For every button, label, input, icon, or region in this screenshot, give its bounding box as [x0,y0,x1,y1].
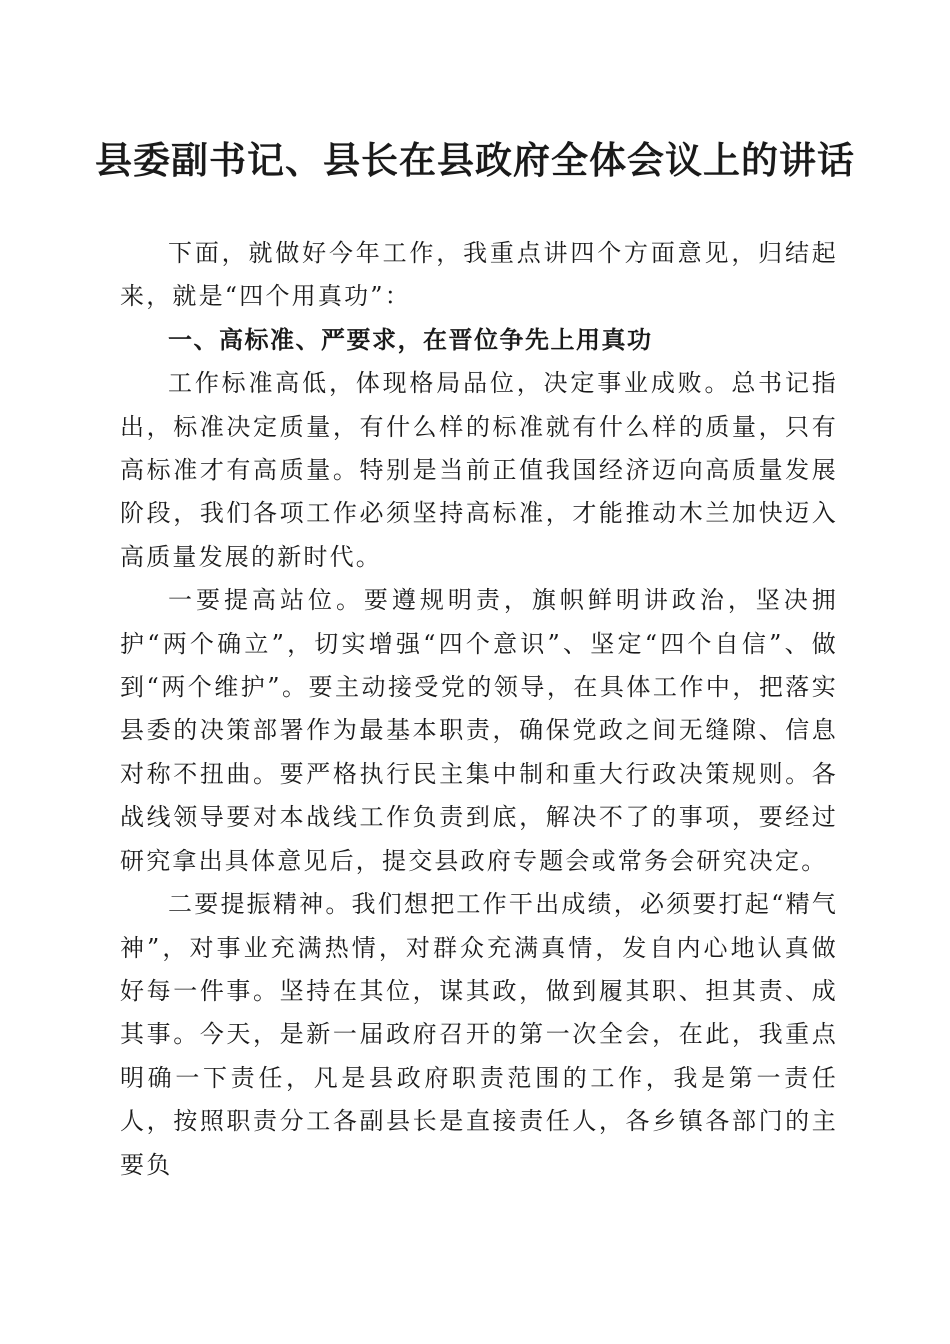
section-heading-1: 一、高标准、严要求，在晋位争先上用真功 [168,325,653,354]
body-paragraph-1: 工作标准高低，体现格局品位，决定事业成败。总书记指出，标准决定质量，有什么样的标准就有什么样的质量，只有高标准才有高质量。特别是当前正值我国经济迈向高质量发展阶段，我们各项工作必须坚持高标准，才能推动木兰加快迈入高质量发展的新时代。 [120,369,838,571]
intro-paragraph: 下面，就做好今年工作，我重点讲四个方面意见，归结起来，就是“四个用真功”： [120,239,838,311]
document-body [120,232,838,1187]
body-paragraph-3: 二要提振精神。我们想把工作干出成绩，必须要打起“精气神”，对事业充满热情，对群众充满真情，发自内心地认真做好每一件事。坚持在其位，谋其政，做到履其职、担其责、成其事。今天，是新一届政府召开的第一次全会，在此，我重点明确一下责任，凡是县政府职责范围的工作，我是第一责任人，按照职责分工各副县长是直接责任人，各乡镇各部门的主要负 [120,890,838,1179]
document-title: 县委副书记、县长在县政府全体会议上的讲话 [95,138,855,182]
body-paragraph-2: 一要提高站位。要遵规明责，旗帜鲜明讲政治，坚决拥护“两个确立”，切实增强“四个意识”、坚定“四个自信”、做到“两个维护”。要主动接受党的领导，在具体工作中，把落实县委的决策部署作为最基本职责，确保党政之间无缝隙、信息对称不扭曲。要严格执行民主集中制和重大行政决策规则。各战线领导要对本战线工作负责到底，解决不了的事项，要经过研究拿出具体意见后，提交县政府专题会或常务会研究决定。 [120,586,838,875]
